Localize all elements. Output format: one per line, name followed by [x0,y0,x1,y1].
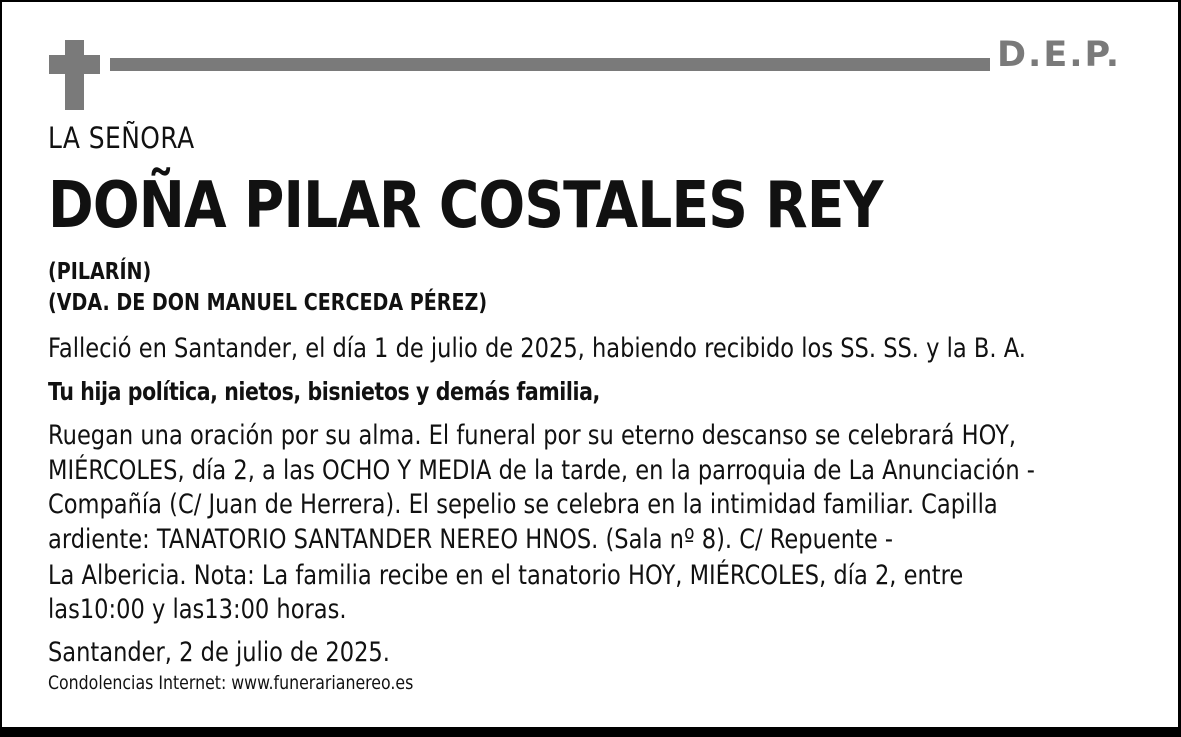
body-text-line: ardiente: TANATORIO SANTANDER NEREO HNOS. (Sala nº 8). C/ Repuente - [48,524,894,555]
deceased-name: DOÑA PILAR COSTALES REY [48,169,883,243]
body-text-line: Compañía (C/ Juan de Herrera). El sepelio se celebra en la intimidad familiar. Capilla [48,489,998,520]
cross-icon [65,40,84,110]
condolences-link: Condolencias Internet: www.funerarianereo.es [48,672,414,694]
dep-label: D.E.P. [997,35,1122,75]
family-mourners: Tu hija política, nietos, bisnietos y demás familia, [48,377,600,406]
body-text-line: Ruegan una oración por su alma. El funeral por su eterno descanso se celebrará HOY, [48,420,1017,451]
body-text-line: MIÉRCOLES, día 2, a las OCHO Y MEDIA de la tarde, en la parroquia de La Anunciación - [48,455,1035,486]
body-text-line: La Albericia. Nota: La familia recibe en el tanatorio HOY, MIÉRCOLES, día 2, entre [48,560,964,591]
deceased-title: LA SEÑORA [48,121,195,155]
death-statement: Falleció en Santander, el día 1 de julio de 2025, habiendo recibido los SS. SS. y la B. A. [48,333,1026,364]
place-date: Santander, 2 de julio de 2025. [48,637,390,668]
deceased-nickname: (PILARÍN) [48,259,152,285]
cross-icon-bar [49,55,100,74]
widow-of: (VDA. DE DON MANUEL CERCEDA PÉREZ) [48,290,488,316]
body-text-line: las10:00 y las13:00 horas. [48,594,347,625]
header-rule [110,58,990,71]
